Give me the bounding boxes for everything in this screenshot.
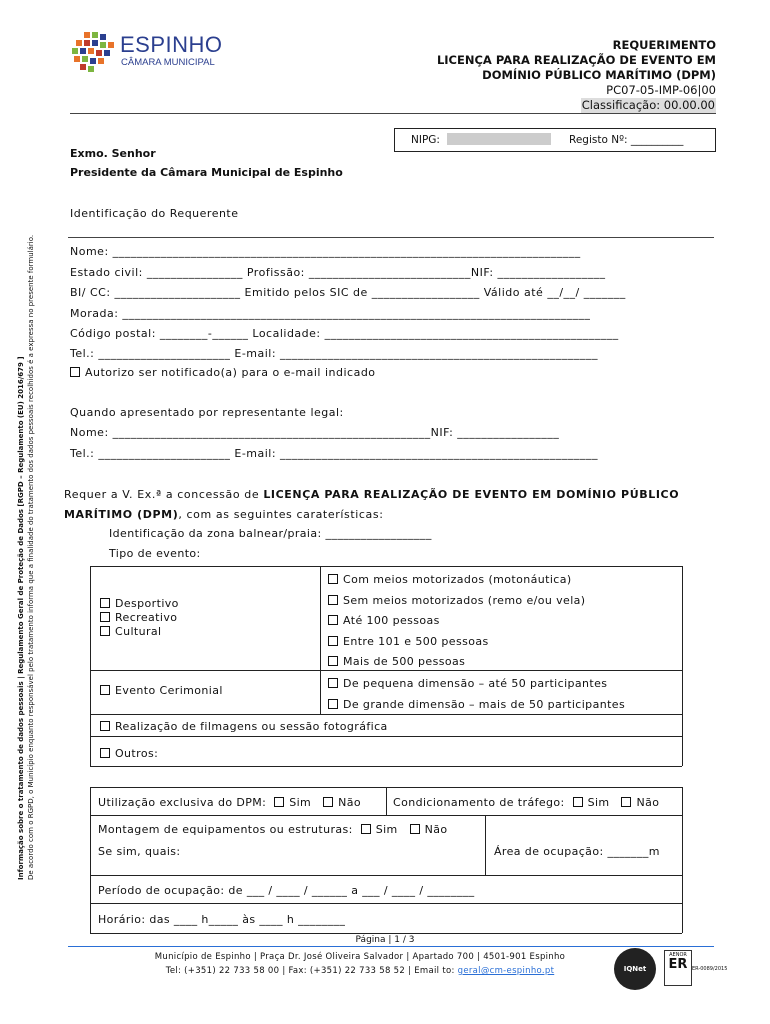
exclusiva-sim-label: Sim xyxy=(289,796,312,809)
doc-title-1: REQUERIMENTO xyxy=(612,38,716,52)
request-bold: LICENÇA PARA REALIZAÇÃO DE EVENTO EM DOMÍNIO PÚBLICO xyxy=(263,488,680,501)
exclusiva-label: Utilização exclusiva do DPM: xyxy=(98,796,267,809)
montagem-sim-label: Sim xyxy=(375,823,398,836)
side-note-text: De acordo com o RGPD, o Município enquanto responsável pelo tratamento informa que a finalidade do tratamento dos dados pessoais recolhidos é a expressa no presente formulário. xyxy=(27,234,35,880)
addressee-line1: Exmo. Senhor xyxy=(70,147,156,160)
cert-code: ER-0089/2015 xyxy=(692,966,728,972)
logo-subtitle: CÂMARA MUNICIPAL xyxy=(121,57,215,68)
outros-checkbox[interactable] xyxy=(100,748,110,758)
request-text xyxy=(64,485,724,525)
se-sim-field[interactable]: Se sim, quais: xyxy=(98,845,181,858)
periodo-field[interactable]: Período de ocupação: de ___ / ____ / ______ a ___ / ____ / ________ xyxy=(98,884,475,897)
event-table xyxy=(90,566,682,766)
requester-morada[interactable]: Morada: ______________________________________________________________________________ xyxy=(70,307,591,320)
requester-section-title: Identificação do Requerente xyxy=(70,207,239,220)
desportivo-checkbox[interactable] xyxy=(100,598,110,608)
requester-codigo-postal[interactable]: Código postal: ________-______ Localidade: _________________________________________________ xyxy=(70,327,619,340)
registo-label: Registo Nº: __________ xyxy=(569,134,684,146)
option-com-meios[interactable] xyxy=(328,573,572,586)
doc-title-2: LICENÇA PARA REALIZAÇÃO DE EVENTO EM xyxy=(436,53,716,67)
desportivo-label: Desportivo xyxy=(115,597,179,610)
pequena-label: De pequena dimensão – até 50 participantes xyxy=(343,677,608,690)
footer-email-link[interactable]: geral@cm-espinho.pt xyxy=(457,966,555,976)
logo-title: ESPINHO xyxy=(120,32,223,57)
doc-title-3: DOMÍNIO PÚBLICO MARÍTIMO (DPM) xyxy=(482,68,716,82)
cerimonial-checkbox[interactable] xyxy=(100,685,110,695)
side-note xyxy=(16,200,36,880)
cultural-label: Cultural xyxy=(115,625,162,638)
nipg-field[interactable] xyxy=(447,133,551,145)
aenor-er-icon: ER xyxy=(668,957,688,972)
condicionamento-sim-label: Sim xyxy=(587,796,610,809)
ate-100-label: Até 100 pessoas xyxy=(343,614,440,627)
exclusiva-nao-checkbox[interactable] xyxy=(323,797,333,807)
nipg-label: NIPG: xyxy=(411,134,440,146)
mais-500-label: Mais de 500 pessoas xyxy=(343,655,466,668)
logo-mark-icon xyxy=(70,30,116,74)
footer-rule xyxy=(68,946,714,947)
option-grande[interactable] xyxy=(328,698,625,711)
mais-500-checkbox[interactable] xyxy=(328,656,338,666)
option-filmagens[interactable] xyxy=(100,720,388,733)
pequena-checkbox[interactable] xyxy=(328,678,338,688)
sem-meios-checkbox[interactable] xyxy=(328,595,338,605)
option-sem-meios[interactable] xyxy=(328,594,586,607)
header-rule xyxy=(70,113,716,114)
recreativo-checkbox[interactable] xyxy=(100,612,110,622)
exclusiva-nao-label: Não xyxy=(338,796,361,809)
footer-contacts xyxy=(60,966,660,976)
option-cultural[interactable] xyxy=(100,625,162,638)
option-recreativo[interactable] xyxy=(100,611,177,624)
request-bold-2: MARÍTIMO (DPM) xyxy=(64,508,179,521)
request-prefix: Requer a V. Ex.ª a concessão de xyxy=(64,488,264,501)
notify-option[interactable] xyxy=(70,366,376,379)
requester-estado-civil[interactable]: Estado civil: ________________ Profissão: ___________________________NIF: __________________ xyxy=(70,266,606,279)
requester-nome[interactable]: Nome: ______________________________________________________________________________ xyxy=(70,245,581,258)
montagem-nao-label: Não xyxy=(424,823,448,836)
grande-checkbox[interactable] xyxy=(328,699,338,709)
option-mais-500[interactable] xyxy=(328,655,465,668)
montagem-label: Montagem de equipamentos ou estruturas: xyxy=(98,823,353,836)
area-field[interactable]: Área de ocupação: _______m xyxy=(494,845,660,858)
filmagens-label: Realização de filmagens ou sessão fotográfica xyxy=(115,720,388,733)
doc-header xyxy=(437,38,716,113)
option-cerimonial[interactable] xyxy=(100,684,223,697)
com-meios-label: Com meios motorizados (motonáutica) xyxy=(343,573,572,586)
representative-nome[interactable]: Nome: _____________________________________________________NIF: _________________ xyxy=(70,426,560,439)
aenor-badge xyxy=(664,950,692,986)
addressee-line2: Presidente da Câmara Municipal de Espinho xyxy=(70,166,343,179)
classification: Classificação: 00.00.00 xyxy=(581,98,715,112)
iqnet-label: IQNet xyxy=(623,965,647,973)
entre-101-label: Entre 101 e 500 pessoas xyxy=(343,635,489,648)
representative-title: Quando apresentado por representante legal: xyxy=(70,406,344,419)
exclusiva-sim-checkbox[interactable] xyxy=(274,797,284,807)
cultural-checkbox[interactable] xyxy=(100,626,110,636)
request-suffix: , com as seguintes caraterísticas: xyxy=(178,508,384,521)
notify-checkbox[interactable] xyxy=(70,367,80,377)
requester-tel-email[interactable]: Tel.: ______________________ E-mail: _____________________________________________________ xyxy=(70,347,599,360)
condicionamento-row xyxy=(393,796,659,809)
cerimonial-label: Evento Cerimonial xyxy=(115,684,223,697)
option-ate-100[interactable] xyxy=(328,614,440,627)
condicionamento-nao-label: Não xyxy=(636,796,660,809)
outros-label: Outros: xyxy=(115,747,159,760)
doc-code: PC07-05-IMP-06|00 xyxy=(606,83,716,97)
horario-field[interactable]: Horário: das ____ h_____ às ____ h ________ xyxy=(98,913,346,926)
filmagens-checkbox[interactable] xyxy=(100,721,110,731)
representative-tel-email[interactable]: Tel.: ______________________ E-mail: _____________________________________________________ xyxy=(70,447,599,460)
admin-box xyxy=(394,128,716,152)
requester-bi-cc[interactable]: BI/ CC: _____________________ Emitido pelos SIC de __________________ Válido até __/__/ _______ xyxy=(70,286,626,299)
requester-rule xyxy=(68,237,714,238)
usage-table xyxy=(90,787,682,933)
option-entre-101[interactable] xyxy=(328,635,489,648)
tipo-label: Tipo de evento: xyxy=(109,547,201,560)
grande-label: De grande dimensão – mais de 50 participantes xyxy=(343,698,626,711)
option-desportivo[interactable] xyxy=(100,597,179,610)
option-outros[interactable] xyxy=(100,747,158,760)
aenor-label: AENOR xyxy=(669,952,687,958)
montagem-nao-checkbox[interactable] xyxy=(410,824,420,834)
entre-101-checkbox[interactable] xyxy=(328,636,338,646)
montagem-row xyxy=(98,823,447,836)
condicionamento-label: Condicionamento de tráfego: xyxy=(393,796,565,809)
zona-field[interactable]: Identificação da zona balnear/praia: __________________ xyxy=(109,527,432,540)
side-note-title: Informação sobre o tratamento de dados pessoais | Regulamento Geral de Proteção de Dados [RGPD – Regulamento (EU) 2016/679 ] xyxy=(17,356,25,880)
footer-address: Município de Espinho | Praça Dr. José Oliveira Salvador | Apartado 700 | 4501-901 Espinho xyxy=(154,952,566,962)
ate-100-checkbox[interactable] xyxy=(328,615,338,625)
option-pequena[interactable] xyxy=(328,677,607,690)
logo xyxy=(70,30,240,74)
condicionamento-sim-checkbox[interactable] xyxy=(573,797,583,807)
iqnet-badge xyxy=(614,948,656,990)
notify-label: Autorizo ser notificado(a) para o e-mail indicado xyxy=(85,366,376,379)
com-meios-checkbox[interactable] xyxy=(328,574,338,584)
montagem-sim-checkbox[interactable] xyxy=(361,824,371,834)
condicionamento-nao-checkbox[interactable] xyxy=(621,797,631,807)
exclusiva-row xyxy=(98,796,361,809)
page-number: Página | 1 / 3 xyxy=(355,935,415,945)
recreativo-label: Recreativo xyxy=(115,611,178,624)
sem-meios-label: Sem meios motorizados (remo e/ou vela) xyxy=(343,594,586,607)
footer-contacts-text: Tel: (+351) 22 733 58 00 | Fax: (+351) 22 733 58 52 | Email to: xyxy=(165,966,458,976)
